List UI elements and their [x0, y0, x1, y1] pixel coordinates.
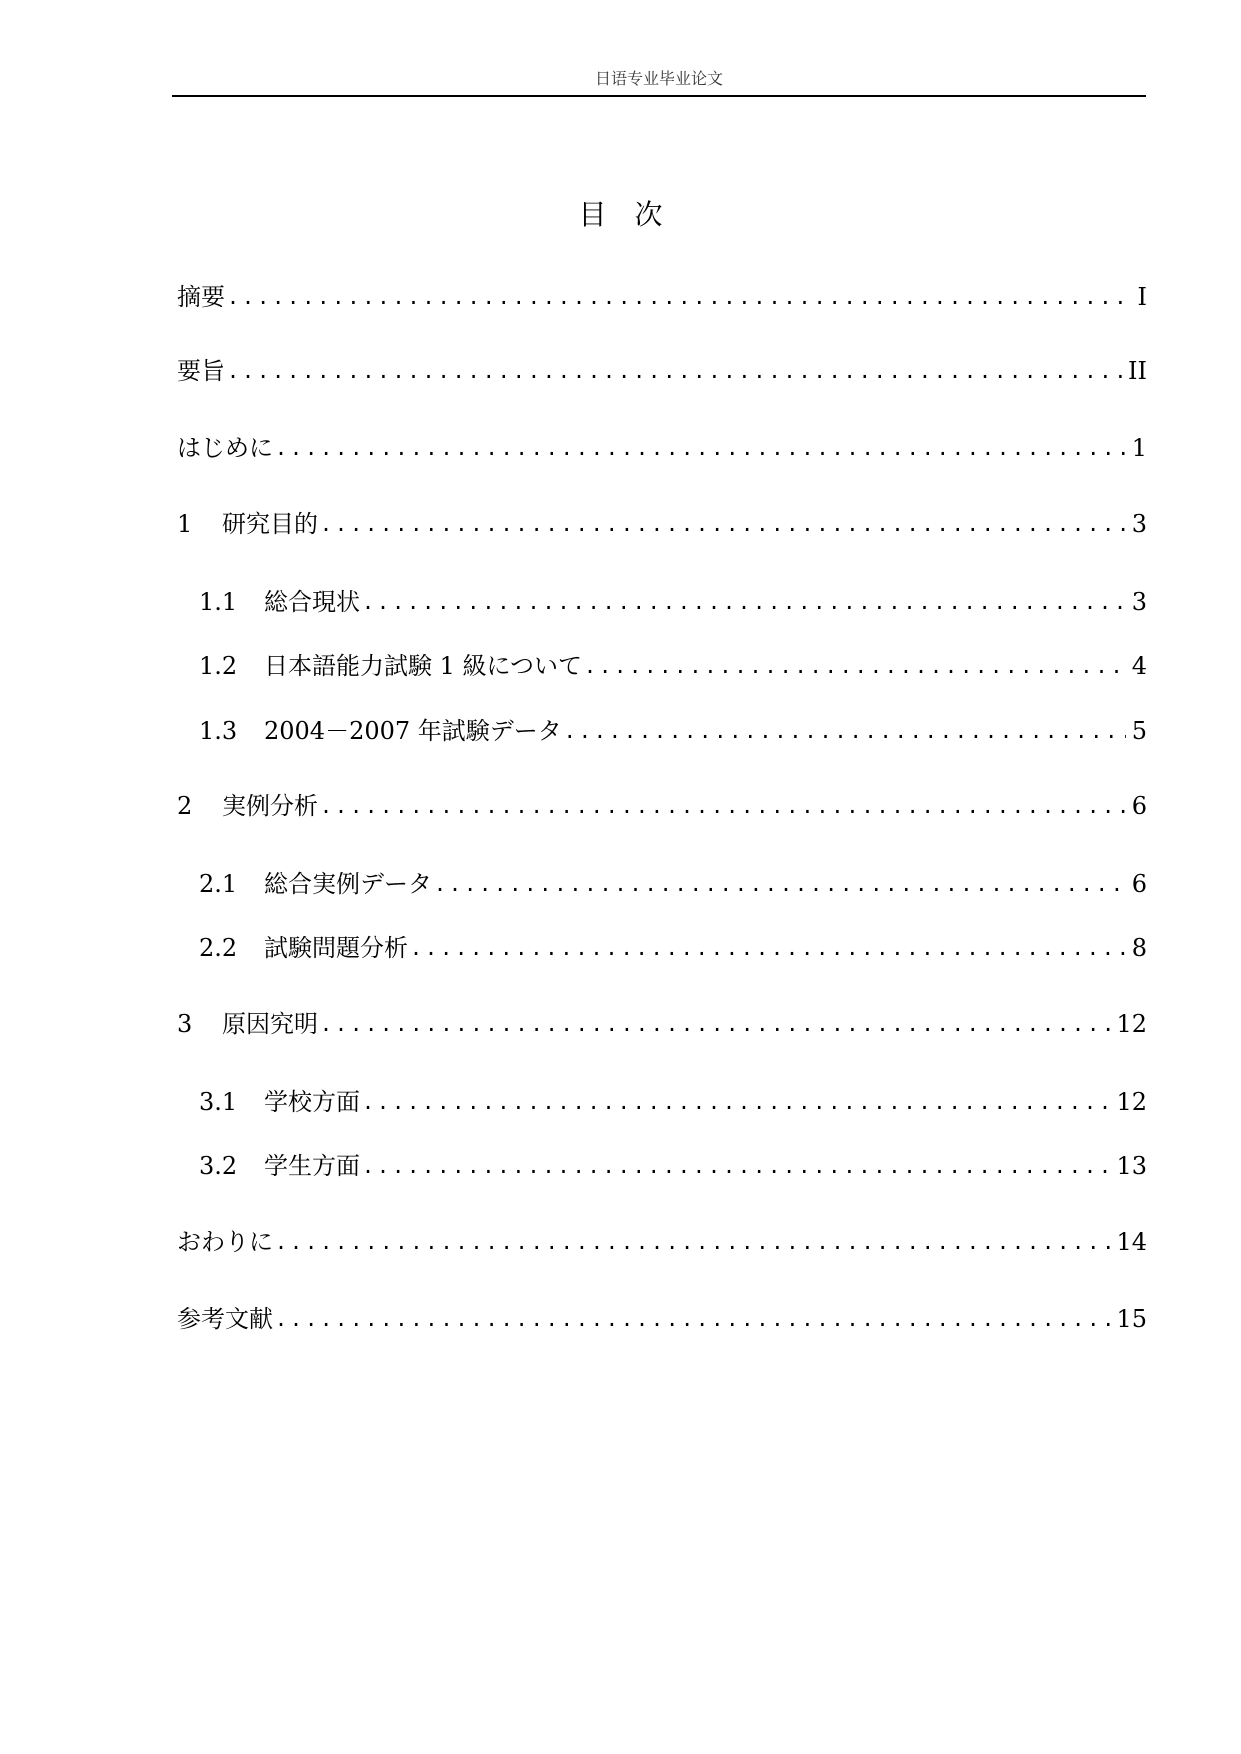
toc-entry-section-3-1[interactable]: [199, 1083, 1147, 1117]
toc-section-number: 1.1: [199, 588, 238, 616]
toc-leader-dots: [584, 651, 1126, 681]
toc-section-number: 2.1: [199, 870, 238, 898]
toc-section-number: 1.2: [199, 652, 238, 680]
toc-leader-dots: [275, 1227, 1110, 1257]
toc-section-number: 3.1: [199, 1088, 238, 1116]
toc-entry-text: 試験問題分析: [264, 934, 408, 962]
toc-entry-section-1-2[interactable]: [199, 647, 1147, 681]
toc-leader-dots: [320, 509, 1126, 539]
toc-section-number: 2: [177, 792, 193, 820]
toc-page-number: 1: [1131, 434, 1147, 462]
toc-entry-conclusion[interactable]: [177, 1223, 1147, 1257]
toc-page-number: 12: [1116, 1010, 1147, 1038]
toc-page-number: I: [1137, 283, 1147, 311]
toc-leader-dots: [227, 282, 1127, 312]
toc-page-number: 3: [1131, 588, 1147, 616]
toc-page-number: 12: [1116, 1088, 1147, 1116]
toc-entry-text: 総合現状: [264, 588, 360, 616]
toc-entry-chapter-3[interactable]: [177, 1005, 1147, 1039]
toc-entry-section-1-3[interactable]: [199, 712, 1147, 746]
toc-leader-dots: [275, 433, 1126, 463]
toc-entry-text: 日本語能力試験 1 級について: [264, 652, 583, 680]
toc-entry-text: 参考文献: [177, 1305, 273, 1333]
toc-page-number: II: [1128, 357, 1147, 385]
toc-entry-text: 原因究明: [222, 1010, 318, 1038]
toc-leader-dots: [227, 356, 1122, 386]
toc-entry-chapter-1[interactable]: [177, 505, 1147, 539]
toc-page-number: 15: [1116, 1305, 1147, 1333]
toc-section-number: 1: [177, 510, 193, 538]
toc-page-number: 6: [1131, 792, 1147, 820]
toc-entry-text: はじめに: [177, 434, 273, 462]
toc-entry-text: 要旨: [177, 357, 225, 385]
toc-page-number: 14: [1116, 1228, 1147, 1256]
toc-entry-references[interactable]: [177, 1300, 1147, 1334]
toc-entry-text: 2004－2007 年試験データ: [264, 717, 562, 745]
toc-leader-dots: [362, 1087, 1110, 1117]
toc-entry-text: 学校方面: [264, 1088, 360, 1116]
toc-entry-abstract-jp[interactable]: [177, 352, 1147, 386]
toc-section-number: 1.3: [199, 717, 238, 745]
toc-page-number: 8: [1131, 934, 1147, 962]
toc-entry-introduction[interactable]: [177, 429, 1147, 463]
toc-leader-dots: [320, 1009, 1110, 1039]
toc-entry-text: 摘要: [177, 283, 225, 311]
toc-leader-dots: [362, 587, 1126, 617]
toc-page-number: 5: [1131, 717, 1147, 745]
running-title: 日语专业毕业论文: [594, 69, 723, 88]
toc-section-number: 3.2: [199, 1152, 238, 1180]
toc-section-number: 3: [177, 1010, 193, 1038]
toc-entry-section-2-1[interactable]: [199, 865, 1147, 899]
toc-entry-text: 学生方面: [264, 1152, 360, 1180]
toc-entry-text: 実例分析: [222, 792, 318, 820]
toc-leader-dots: [410, 933, 1126, 963]
toc-entry-section-3-2[interactable]: [199, 1147, 1147, 1181]
toc-entry-chapter-2[interactable]: [177, 787, 1147, 821]
toc-title: 目次: [578, 198, 691, 231]
toc-entry-section-1-1[interactable]: [199, 583, 1147, 617]
toc-leader-dots: [434, 869, 1126, 899]
toc-entry-abstract-cn[interactable]: [177, 278, 1147, 312]
toc-leader-dots: [320, 791, 1126, 821]
toc-page-number: 4: [1131, 652, 1147, 680]
toc-entry-section-2-2[interactable]: [199, 929, 1147, 963]
toc-page-number: 13: [1116, 1152, 1147, 1180]
toc-leader-dots: [275, 1304, 1110, 1334]
toc-entry-text: 研究目的: [222, 510, 318, 538]
toc-section-number: 2.2: [199, 934, 238, 962]
toc-leader-dots: [362, 1151, 1110, 1181]
toc-entry-text: おわりに: [177, 1228, 273, 1256]
toc-page-number: 3: [1131, 510, 1147, 538]
toc-leader-dots: [564, 716, 1126, 746]
toc-page-number: 6: [1131, 870, 1147, 898]
toc-entry-text: 総合実例データ: [264, 870, 432, 898]
